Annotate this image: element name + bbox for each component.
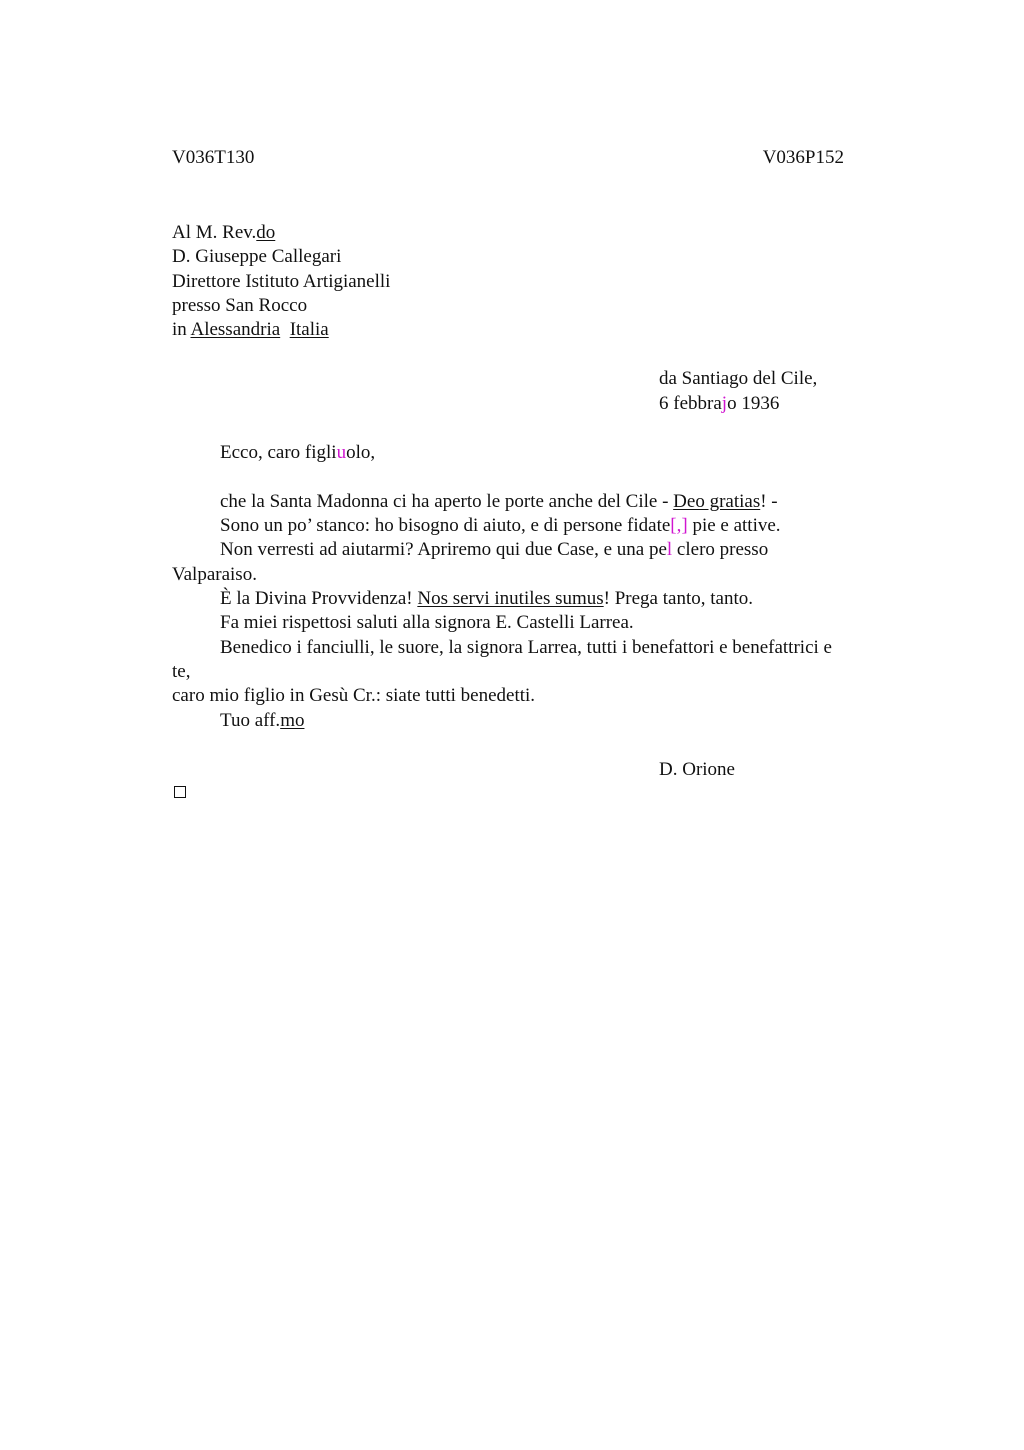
body-paragraph-3-continued: Valparaiso. [172, 564, 257, 585]
address-country: Italia [289, 319, 329, 340]
dateline-place: da Santiago del Cile, [659, 368, 818, 389]
salutation: Ecco, caro figliuolo, [220, 442, 376, 463]
body-paragraph-4: È la Divina Provvidenza! Nos servi inutiles sumus! Prega tanto, tanto. [220, 588, 753, 609]
closing: Tuo aff.mo [220, 710, 305, 731]
reference-code-right: V036P152 [762, 147, 844, 168]
address-line-3: Direttore Istituto Artigianelli [172, 271, 391, 292]
address-line-4: presso San Rocco [172, 295, 308, 316]
body-paragraph-6-continued-2: caro mio figlio in Gesù Cr.: siate tutti benedetti. [172, 685, 536, 706]
body-paragraph-6: Benedico i fanciulli, le suore, la signora Larrea, tutti i benefattori e benefattrici e [220, 637, 832, 658]
address-line-2: D. Giuseppe Callegari [172, 246, 342, 267]
body-paragraph-3: Non verresti ad aiutarmi? Apriremo qui due Case, e una pel clero presso [220, 539, 769, 560]
body-paragraph-2: Sono un po’ stanco: ho bisogno di aiuto, e di persone fidate[,] pie e attive. [220, 515, 781, 536]
signature: D. Orione [659, 759, 735, 780]
reference-code-left: V036T130 [172, 147, 255, 168]
body-paragraph-5: Fa miei rispettosi saluti alla signora E. Castelli Larrea. [220, 612, 634, 633]
body-paragraph-6-continued-1: te, [172, 661, 191, 682]
body-paragraph-1: che la Santa Madonna ci ha aperto le porte anche del Cile - Deo gratias! - [220, 491, 778, 512]
address-line-1: Al M. Rev.do [172, 222, 276, 243]
end-marker-box-icon [174, 786, 186, 798]
dateline-date: 6 febbrajo 1936 [659, 393, 780, 414]
address-city: Alessandria [190, 319, 281, 340]
address-line-5: in Alessandria Italia [172, 319, 329, 340]
